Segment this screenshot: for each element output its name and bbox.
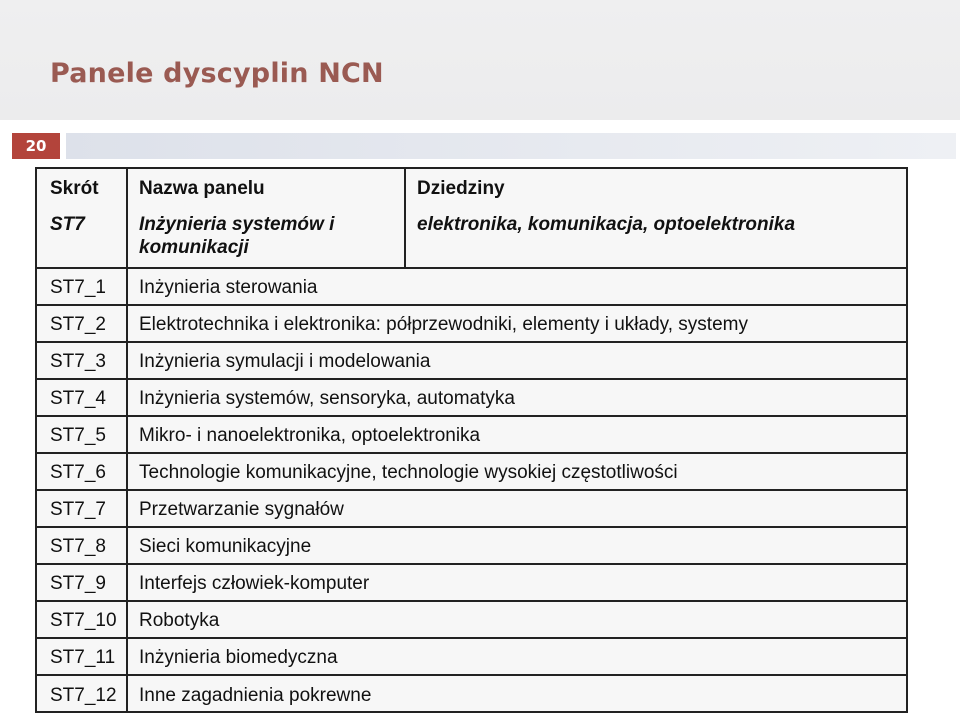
row-divider xyxy=(37,563,906,565)
row-code: ST7_3 xyxy=(50,351,106,372)
row-code: ST7_6 xyxy=(50,462,106,483)
slide-number: 20 xyxy=(12,133,60,159)
panel-table xyxy=(35,167,908,713)
slide-number-bar xyxy=(66,133,956,159)
row-name: Mikro- i nanoelektronika, optoelektronika xyxy=(139,425,481,446)
row-divider xyxy=(37,637,906,639)
row-divider xyxy=(37,600,906,602)
row-code: ST7_9 xyxy=(50,573,106,594)
row-name: Przetwarzanie sygnałów xyxy=(139,499,344,520)
row-code: ST7_4 xyxy=(50,388,106,409)
group-domains: elektronika, komunikacja, optoelektronika xyxy=(417,214,796,235)
header-code: Skrót xyxy=(50,178,99,199)
row-divider xyxy=(37,526,906,528)
row-code: ST7_7 xyxy=(50,499,106,520)
row-name: Inne zagadnienia pokrewne xyxy=(139,685,372,706)
header-domains: Dziedziny xyxy=(417,178,505,199)
row-divider xyxy=(37,452,906,454)
row-code: ST7_5 xyxy=(50,425,106,446)
row-code: ST7_8 xyxy=(50,536,106,557)
row-code: ST7_1 xyxy=(50,277,106,298)
row-code: ST7_12 xyxy=(50,685,117,706)
row-name: Interfejs człowiek-komputer xyxy=(139,573,370,594)
row-name: Inżynieria systemów, sensoryka, automatyka xyxy=(139,388,515,409)
row-name: Robotyka xyxy=(139,610,220,631)
row-name: Technologie komunikacyjne, technologie wysokiej częstotliwości xyxy=(139,462,678,483)
row-code: ST7_10 xyxy=(50,610,117,631)
row-name: Inżynieria biomedyczna xyxy=(139,647,338,668)
slide-title: Panele dyscyplin NCN xyxy=(50,58,384,89)
row-name: Inżynieria sterowania xyxy=(139,277,318,298)
group-code: ST7 xyxy=(50,214,85,235)
row-name: Elektrotechnika i elektronika: półprzewodniki, elementy i układy, systemy xyxy=(139,314,748,335)
row-divider xyxy=(37,341,906,343)
header-name: Nazwa panelu xyxy=(139,178,265,199)
column-divider xyxy=(126,169,128,711)
group-name: Inżynieria systemów i komunikacji xyxy=(139,214,335,258)
row-name: Sieci komunikacyjne xyxy=(139,536,312,557)
row-divider xyxy=(37,378,906,380)
row-divider xyxy=(37,415,906,417)
row-divider xyxy=(37,674,906,676)
row-code: ST7_2 xyxy=(50,314,106,335)
column-divider xyxy=(404,169,406,267)
row-divider xyxy=(37,304,906,306)
row-code: ST7_11 xyxy=(50,647,116,668)
row-divider xyxy=(37,267,906,269)
row-divider xyxy=(37,489,906,491)
row-name: Inżynieria symulacji i modelowania xyxy=(139,351,431,372)
